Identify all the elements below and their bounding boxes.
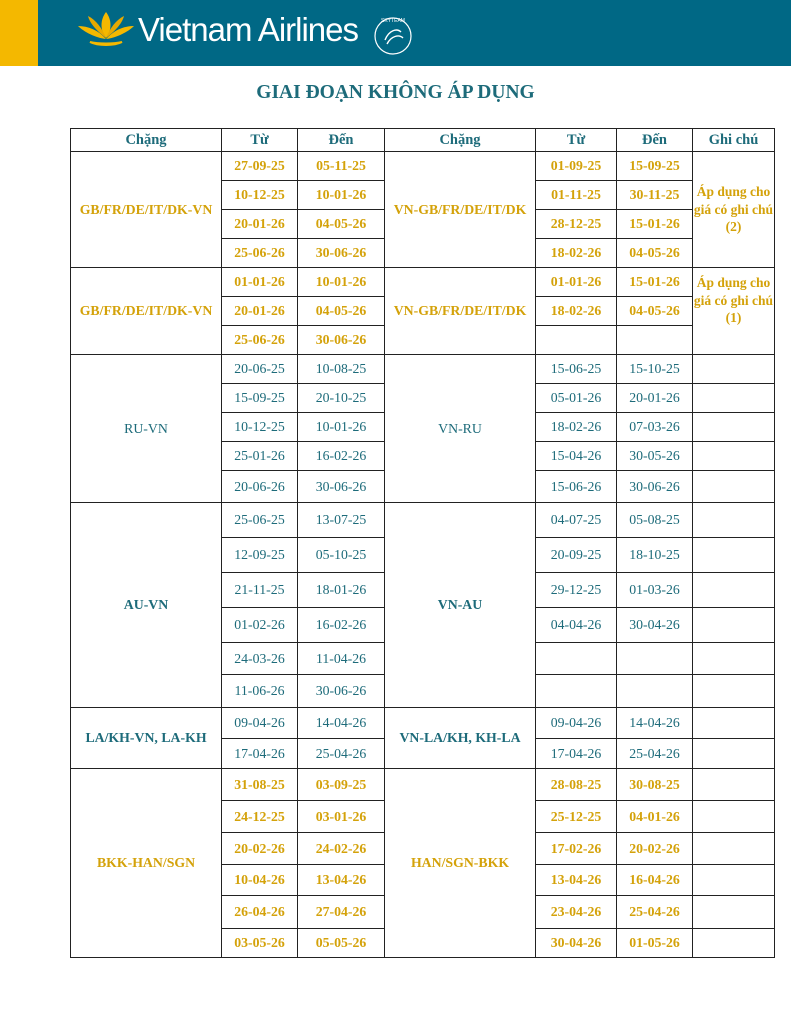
note-cell [693, 769, 775, 801]
date-cell: 30-06-26 [617, 471, 693, 503]
note-cell [693, 708, 775, 739]
date-cell: 30-11-25 [617, 181, 693, 210]
date-cell: 18-10-25 [617, 538, 693, 573]
route-out-cell: LA/KH-VN, LA-KH [71, 708, 222, 769]
date-cell: 18-02-26 [536, 297, 617, 326]
date-cell: 04-01-26 [617, 801, 693, 833]
date-cell: 20-06-26 [222, 471, 298, 503]
date-cell: 28-12-25 [536, 210, 617, 239]
route-in-cell: HAN/SGN-BKK [385, 769, 536, 958]
date-cell: 24-03-26 [222, 643, 298, 675]
skyteam-logo-icon [371, 14, 415, 58]
date-cell: 09-04-26 [536, 708, 617, 739]
date-cell: 15-01-26 [617, 268, 693, 297]
date-cell: 18-01-26 [298, 573, 385, 608]
date-cell: 20-09-25 [536, 538, 617, 573]
date-cell: 13-07-25 [298, 503, 385, 538]
date-cell: 15-06-26 [536, 471, 617, 503]
date-cell: 04-04-26 [536, 608, 617, 643]
date-cell: 01-01-26 [536, 268, 617, 297]
table-row [71, 769, 775, 801]
date-cell: 05-05-26 [298, 929, 385, 958]
date-cell: 10-08-25 [298, 355, 385, 384]
lotus-logo-icon [76, 8, 136, 50]
date-cell: 26-04-26 [222, 896, 298, 929]
table-row [71, 268, 775, 297]
table-row [71, 708, 775, 739]
date-cell: 24-12-25 [222, 801, 298, 833]
date-cell: 13-04-26 [536, 865, 617, 896]
note-cell [693, 538, 775, 573]
date-cell: 30-08-25 [617, 769, 693, 801]
note-cell [693, 643, 775, 675]
date-cell: 12-09-25 [222, 538, 298, 573]
date-cell: 25-04-26 [617, 896, 693, 929]
header-to-in: Đến [617, 129, 693, 152]
note-cell [693, 442, 775, 471]
date-cell: 03-05-26 [222, 929, 298, 958]
date-cell: 16-04-26 [617, 865, 693, 896]
date-cell: 10-12-25 [222, 181, 298, 210]
date-cell [536, 326, 617, 355]
route-out-cell: GB/FR/DE/IT/DK-VN [71, 268, 222, 355]
date-cell: 20-01-26 [617, 384, 693, 413]
date-cell: 17-04-26 [536, 739, 617, 769]
date-cell: 15-10-25 [617, 355, 693, 384]
date-cell: 10-01-26 [298, 181, 385, 210]
date-cell: 01-09-25 [536, 152, 617, 181]
date-cell: 07-03-26 [617, 413, 693, 442]
date-cell: 01-11-25 [536, 181, 617, 210]
skyteam-label: SKYTEAM [381, 18, 405, 24]
page-title: GIAI ĐOẠN KHÔNG ÁP DỤNG [256, 82, 535, 103]
date-cell: 15-09-25 [222, 384, 298, 413]
date-cell: 10-01-26 [298, 413, 385, 442]
date-cell: 25-01-26 [222, 442, 298, 471]
date-cell: 04-05-26 [298, 210, 385, 239]
date-cell: 15-01-26 [617, 210, 693, 239]
date-cell: 30-04-26 [536, 929, 617, 958]
date-cell: 17-02-26 [536, 833, 617, 865]
note-cell [693, 503, 775, 538]
date-cell: 30-04-26 [617, 608, 693, 643]
date-cell [536, 675, 617, 708]
table-row [71, 152, 775, 181]
note-cell [693, 355, 775, 384]
note-cell: Áp dụng cho giá có ghi chú (1) [693, 268, 775, 355]
date-cell: 10-12-25 [222, 413, 298, 442]
date-cell: 27-09-25 [222, 152, 298, 181]
route-in-cell: VN-RU [385, 355, 536, 503]
date-cell: 15-09-25 [617, 152, 693, 181]
date-cell: 05-08-25 [617, 503, 693, 538]
date-cell: 01-02-26 [222, 608, 298, 643]
date-cell: 04-07-25 [536, 503, 617, 538]
header-route-out: Chặng [71, 129, 222, 152]
date-cell: 30-05-26 [617, 442, 693, 471]
note-cell [693, 413, 775, 442]
date-cell: 29-12-25 [536, 573, 617, 608]
date-cell: 03-09-25 [298, 769, 385, 801]
table-header-row [71, 129, 775, 152]
date-cell: 25-12-25 [536, 801, 617, 833]
date-cell: 18-02-26 [536, 413, 617, 442]
date-cell: 30-06-26 [298, 471, 385, 503]
date-cell: 25-04-26 [298, 739, 385, 769]
note-cell [693, 896, 775, 929]
date-cell: 25-04-26 [617, 739, 693, 769]
blackout-periods-table [70, 128, 775, 958]
date-cell: 15-06-25 [536, 355, 617, 384]
header-accent-bar [0, 0, 38, 66]
date-cell: 30-06-26 [298, 675, 385, 708]
route-in-cell: VN-GB/FR/DE/IT/DK [385, 268, 536, 355]
date-cell [536, 643, 617, 675]
date-cell: 20-01-26 [222, 297, 298, 326]
date-cell: 09-04-26 [222, 708, 298, 739]
date-cell: 14-04-26 [298, 708, 385, 739]
brand-name: Vietnam Airlines [138, 11, 359, 48]
date-cell: 10-01-26 [298, 268, 385, 297]
date-cell: 25-06-25 [222, 503, 298, 538]
route-out-cell: GB/FR/DE/IT/DK-VN [71, 152, 222, 268]
route-out-cell: RU-VN [71, 355, 222, 503]
note-cell [693, 929, 775, 958]
date-cell: 11-04-26 [298, 643, 385, 675]
note-cell [693, 675, 775, 708]
header-from-in: Từ [536, 129, 617, 152]
header-route-in: Chặng [385, 129, 536, 152]
date-cell [617, 326, 693, 355]
date-cell: 05-01-26 [536, 384, 617, 413]
table-row [71, 503, 775, 538]
date-cell: 24-02-26 [298, 833, 385, 865]
date-cell: 21-11-25 [222, 573, 298, 608]
note-cell [693, 865, 775, 896]
note-cell [693, 801, 775, 833]
date-cell: 20-02-26 [222, 833, 298, 865]
date-cell: 30-06-26 [298, 239, 385, 268]
route-in-cell: VN-AU [385, 503, 536, 708]
date-cell: 01-03-26 [617, 573, 693, 608]
date-cell [617, 643, 693, 675]
note-cell [693, 384, 775, 413]
note-cell [693, 573, 775, 608]
date-cell: 28-08-25 [536, 769, 617, 801]
date-cell: 13-04-26 [298, 865, 385, 896]
header-to-out: Đến [298, 129, 385, 152]
date-cell: 05-10-25 [298, 538, 385, 573]
date-cell: 10-04-26 [222, 865, 298, 896]
date-cell: 04-05-26 [617, 297, 693, 326]
route-in-cell: VN-GB/FR/DE/IT/DK [385, 152, 536, 268]
date-cell: 17-04-26 [222, 739, 298, 769]
date-cell: 23-04-26 [536, 896, 617, 929]
date-cell: 30-06-26 [298, 326, 385, 355]
note-cell [693, 833, 775, 865]
date-cell: 20-02-26 [617, 833, 693, 865]
date-cell: 03-01-26 [298, 801, 385, 833]
date-cell: 18-02-26 [536, 239, 617, 268]
date-cell: 01-05-26 [617, 929, 693, 958]
date-cell: 16-02-26 [298, 608, 385, 643]
date-cell: 01-01-26 [222, 268, 298, 297]
date-cell: 20-01-26 [222, 210, 298, 239]
date-cell: 14-04-26 [617, 708, 693, 739]
note-cell [693, 739, 775, 769]
note-cell [693, 471, 775, 503]
date-cell: 04-05-26 [617, 239, 693, 268]
date-cell: 11-06-26 [222, 675, 298, 708]
date-cell: 31-08-25 [222, 769, 298, 801]
note-cell: Áp dụng cho giá có ghi chú (2) [693, 152, 775, 268]
date-cell: 20-10-25 [298, 384, 385, 413]
date-cell [617, 675, 693, 708]
date-cell: 25-06-26 [222, 326, 298, 355]
date-cell: 25-06-26 [222, 239, 298, 268]
route-out-cell: BKK-HAN/SGN [71, 769, 222, 958]
header-note: Ghi chú [693, 129, 775, 152]
date-cell: 05-11-25 [298, 152, 385, 181]
note-cell [693, 608, 775, 643]
date-cell: 20-06-25 [222, 355, 298, 384]
date-cell: 15-04-26 [536, 442, 617, 471]
date-cell: 04-05-26 [298, 297, 385, 326]
route-in-cell: VN-LA/KH, KH-LA [385, 708, 536, 769]
date-cell: 16-02-26 [298, 442, 385, 471]
header-from-out: Từ [222, 129, 298, 152]
route-out-cell: AU-VN [71, 503, 222, 708]
date-cell: 27-04-26 [298, 896, 385, 929]
table-row [71, 355, 775, 384]
